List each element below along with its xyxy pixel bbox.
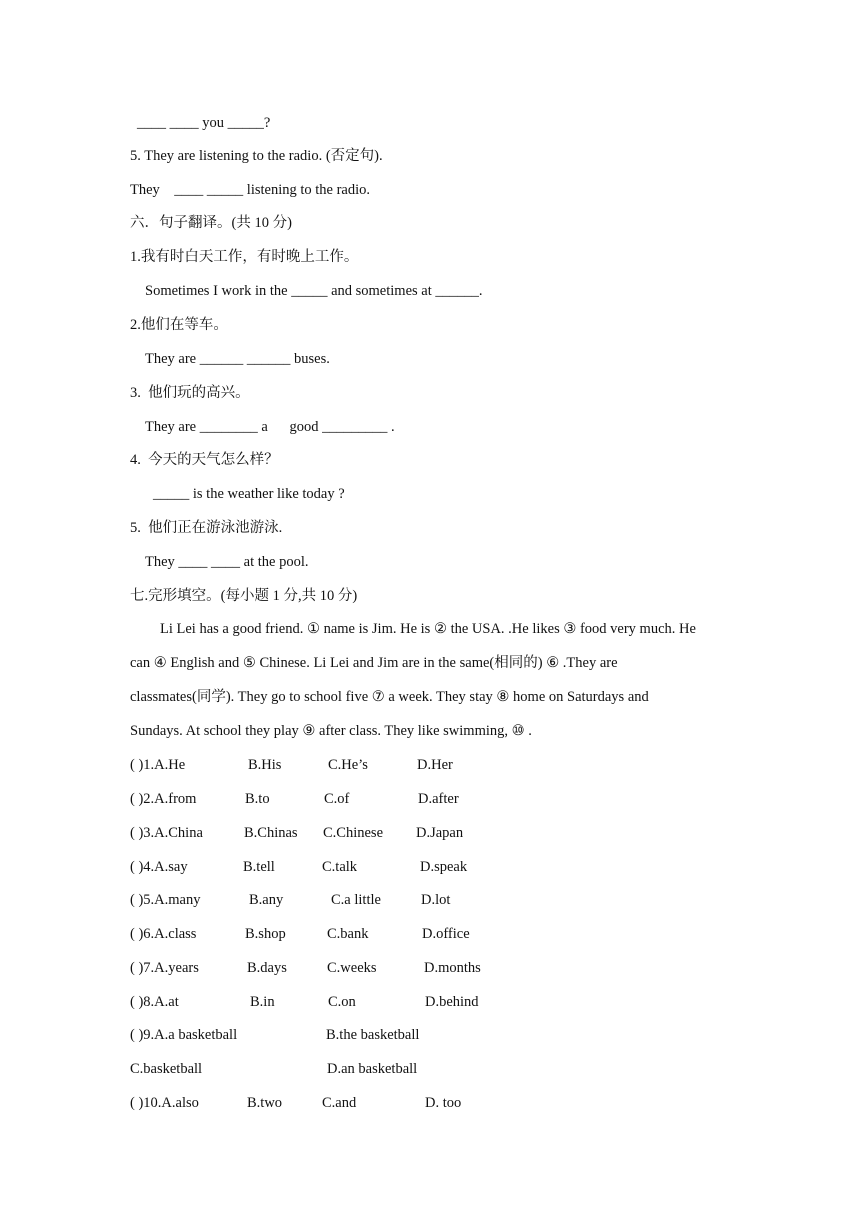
question-6-a: ( )6.A.class bbox=[130, 926, 197, 942]
section7-heading: 七.完形填空。(每小题 1 分,共 10 分) bbox=[130, 588, 358, 604]
question-2-d: D.after bbox=[418, 791, 459, 807]
q5-answer-line: They ____ _____ listening to the radio. bbox=[130, 182, 371, 198]
question-8-c: C.on bbox=[328, 994, 356, 1010]
question-10-d: D. too bbox=[425, 1095, 462, 1111]
question-9-b: B.the basketball bbox=[326, 1027, 420, 1043]
question-7-a: ( )7.A.years bbox=[130, 960, 199, 976]
question-2-c: C.of bbox=[324, 791, 350, 807]
passage-line-2: can ④ English and ⑤ Chinese. Li Lei and Jim are in the same(相同的) ⑥ .They are bbox=[130, 655, 618, 671]
question-8-d: D.behind bbox=[425, 994, 479, 1010]
question-3-d: D.Japan bbox=[416, 825, 464, 841]
question-2-b: B.to bbox=[245, 791, 270, 807]
question-9-d: D.an basketball bbox=[327, 1061, 418, 1077]
question-8-b: B.in bbox=[250, 994, 275, 1010]
question-4-a: ( )4.A.say bbox=[130, 859, 188, 875]
translation-english-1: Sometimes I work in the _____ and sometimes at ______. bbox=[145, 283, 483, 299]
question-9-c: C.basketball bbox=[130, 1061, 203, 1077]
question-10-c: C.and bbox=[322, 1095, 357, 1111]
question-5-d: D.lot bbox=[421, 892, 451, 908]
question-9-a: ( )9.A.a basketball bbox=[130, 1027, 238, 1043]
translation-chinese-4: 4. 今天的天气怎么样？ bbox=[130, 452, 279, 468]
question-6-c: C.bank bbox=[327, 926, 369, 942]
translation-english-3: They are ________ a good _________ . bbox=[145, 419, 395, 435]
question-1-d: D.Her bbox=[417, 757, 453, 773]
translation-chinese-3: 3. 他们玩的高兴。 bbox=[130, 385, 250, 401]
question-1-b: B.His bbox=[248, 757, 282, 773]
question-5-b: B.any bbox=[249, 892, 284, 908]
passage-line-4: Sundays. At school they play ⑨ after class. They like swimming, ⑩ . bbox=[130, 723, 532, 739]
question-7-c: C.weeks bbox=[327, 960, 377, 976]
translation-chinese-5: 5. 他们正在游泳池游泳. bbox=[130, 520, 283, 536]
q4-answer-line: ____ ____ you _____? bbox=[137, 115, 271, 131]
question-1-a: ( )1.A.He bbox=[130, 757, 186, 773]
question-7-d: D.months bbox=[424, 960, 481, 976]
translation-english-5: They ____ ____ at the pool. bbox=[145, 554, 309, 570]
question-8-a: ( )8.A.at bbox=[130, 994, 179, 1010]
translation-english-2: They are ______ ______ buses. bbox=[145, 351, 330, 367]
question-6-d: D.office bbox=[422, 926, 470, 942]
question-6-b: B.shop bbox=[245, 926, 286, 942]
question-4-c: C.talk bbox=[322, 859, 358, 875]
question-4-d: D.speak bbox=[420, 859, 468, 875]
question-3-a: ( )3.A.China bbox=[130, 825, 203, 841]
question-4-b: B.tell bbox=[243, 859, 275, 875]
question-10-b: B.two bbox=[247, 1095, 283, 1111]
translation-chinese-2: 2.他们在等车。 bbox=[130, 317, 228, 333]
translation-english-4: _____ is the weather like today ? bbox=[153, 486, 345, 502]
question-5-a: ( )5.A.many bbox=[130, 892, 201, 908]
question-10-a: ( )10.A.also bbox=[130, 1095, 199, 1111]
passage-line-1: Li Lei has a good friend. ① name is Jim. He is ② the USA. .He likes ③ food very much. He bbox=[160, 621, 696, 637]
question-7-b: B.days bbox=[247, 960, 287, 976]
section6-heading: 六．句子翻译。(共 10 分) bbox=[130, 215, 292, 231]
passage-line-3: classmates(同学). They go to school five ⑦ a week. They stay ⑧ home on Saturdays and bbox=[130, 689, 649, 705]
q5-prompt: 5. They are listening to the radio. (否定句). bbox=[130, 148, 383, 164]
question-5-c: C.a little bbox=[331, 892, 381, 908]
translation-chinese-1: 1.我有时白天工作，有时晚上工作。 bbox=[130, 249, 359, 265]
question-1-c: C.He’s bbox=[328, 757, 368, 773]
question-3-b: B.Chinas bbox=[244, 825, 298, 841]
question-3-c: C.Chinese bbox=[323, 825, 384, 841]
question-2-a: ( )2.A.from bbox=[130, 791, 197, 807]
